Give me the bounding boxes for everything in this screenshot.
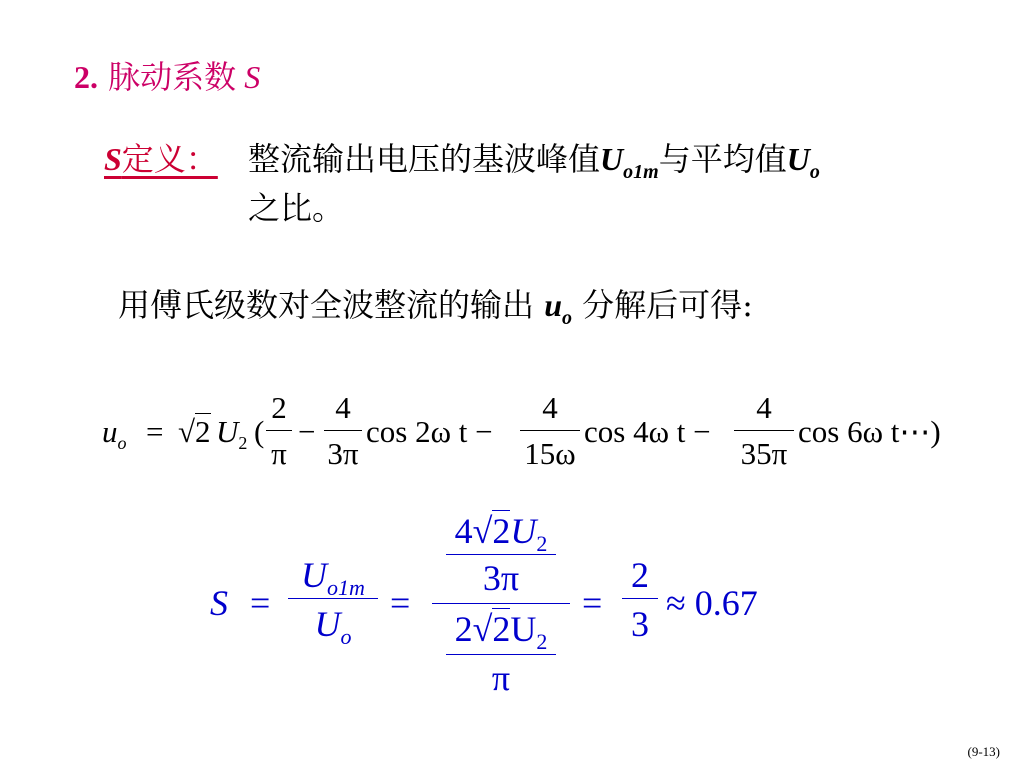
- eq2-equals-3: =: [582, 583, 603, 623]
- definition-var-uo1m: $U_{o1m}$: [600, 141, 659, 183]
- eq2-equals-2: =: [390, 583, 411, 623]
- eq2-top-num: $4√2U_2$: [454, 511, 548, 557]
- eq1-U2: $U_2$: [216, 414, 248, 454]
- eq2-lhs-S: S: [210, 583, 228, 623]
- fourier-var-uo: $u_o$: [544, 287, 572, 329]
- eq2-frac-2-3: 2 3: [622, 552, 658, 649]
- definition-label: [104, 134, 218, 180]
- section-heading: [74, 52, 260, 98]
- fourier-sentence: [118, 280, 753, 330]
- eq1-term-cos2: cos 2ω t −: [366, 414, 493, 449]
- eq2-bot-num: $2√2U_2$: [454, 609, 548, 655]
- heading-title: 脉动系数: [108, 58, 237, 96]
- eq1-term-cos6: cos 6ω t⋯): [798, 414, 941, 449]
- eq1-lhs: $u_o$: [102, 414, 127, 454]
- page-number: (9-13): [967, 744, 1000, 759]
- eq2-compound-fraction: [432, 508, 570, 701]
- definition-line-2: 之比。: [248, 189, 345, 227]
- eq2-frac-uo1m-uo: $U_{o1m}$ $U_o$: [288, 552, 378, 649]
- eq1-equals: =: [146, 414, 164, 449]
- eq2-top-den: 3π: [482, 558, 520, 598]
- eq1-frac-4-35pi: 4 35π: [734, 386, 794, 477]
- heading-number: 2.: [74, 59, 98, 95]
- fourier-prefix: 用傅氏级数对全波整流的输出: [118, 286, 535, 324]
- fourier-equation: [102, 386, 1002, 486]
- definition-line-1: [248, 134, 820, 184]
- eq1-term-cos4: cos 4ω t −: [584, 414, 711, 449]
- eq1-frac-4-15omega: 4 15ω: [520, 386, 580, 477]
- ripple-factor-equation: [210, 508, 810, 718]
- eq1-open-paren: (: [254, 414, 265, 449]
- definition-label-text: 定义：: [121, 140, 218, 178]
- eq2-bot-den: π: [491, 658, 511, 698]
- definition-var-uo: $U_o$: [786, 141, 820, 183]
- fourier-suffix: 分解后可得:: [582, 286, 753, 324]
- eq2-equals-1: =: [250, 583, 271, 623]
- definition-text-a: 整流输出电压的基波峰值: [248, 140, 601, 178]
- definition-label-symbol: S: [104, 141, 122, 177]
- eq1-frac-2-pi: 2 π: [266, 386, 292, 477]
- definition-text-b: 与平均值: [658, 140, 787, 178]
- eq2-approx: ≈ 0.67: [666, 583, 758, 623]
- eq1-sqrt: √2: [178, 414, 211, 449]
- eq1-frac-4-3pi: 4 3π: [324, 386, 362, 477]
- eq1-minus: −: [298, 414, 316, 449]
- heading-symbol: S: [244, 59, 261, 95]
